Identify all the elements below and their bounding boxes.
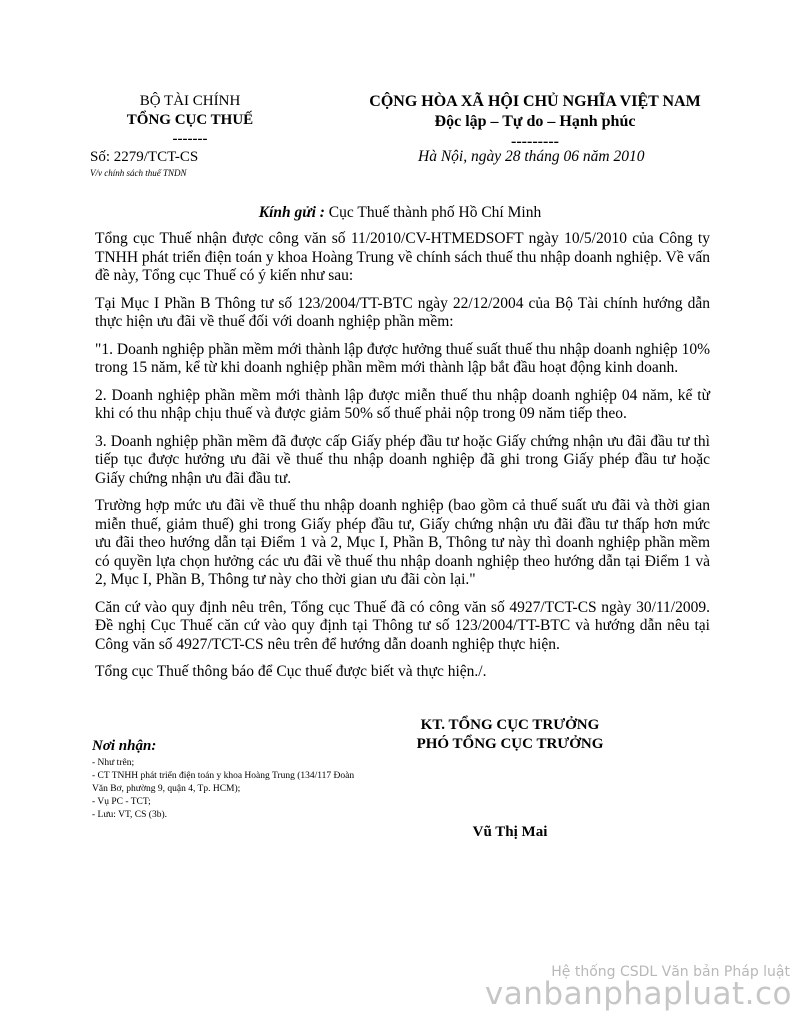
watermark-caption: Hệ thống CSDL Văn bản Pháp luật	[551, 964, 790, 980]
department-name: TỔNG CỤC THUẾ	[126, 112, 254, 128]
ministry-name: BỘ TÀI CHÍNH	[139, 93, 241, 109]
document-subject: V/v chính sách thuế TNDN	[90, 168, 187, 178]
national-motto: Độc lập – Tự do – Hạnh phúc	[434, 113, 636, 130]
left-divider: -------	[172, 131, 208, 147]
signature-line-2: PHÓ TỔNG CỤC TRƯỞNG	[416, 736, 604, 752]
recipient-line	[95, 204, 705, 222]
recipient-item: - Như trên;	[92, 758, 135, 768]
signer-name: Vũ Thị Mai	[472, 824, 548, 840]
letter-body	[95, 230, 710, 691]
watermark-site: vanbanphapluat.co	[484, 976, 792, 1012]
place-date: Hà Nội, ngày 28 tháng 06 năm 2010	[418, 148, 645, 165]
country-name: CỘNG HÒA XÃ HỘI CHỦ NGHĨA VIỆT NAM	[369, 93, 701, 110]
body-paragraph-6: Trường hợp mức ưu đãi về thuế thu nhập doanh nghiệp (bao gồm cả thuế suất ưu đãi và thời gian miễn thuế, giảm thuế) ghi trong Giấy phép đầu tư, Giấy chứng nhận ưu đãi đầu tư thấp hơn mức ưu đãi theo hướng dẫn tại Điểm 1 và 2, Mục I, Phần B, Thông tư này thì doanh nghiệp phần mềm có quyền lựa chọn hưởng các ưu đãi về thuế thu nhập doanh nghiệp theo hướng dẫn tại Điểm 1 và 2, Mục I, Phần B, Thông tư này cho thời gian ưu đãi còn lại."	[95, 497, 710, 588]
national-header	[295, 92, 775, 152]
signature-title	[395, 716, 625, 754]
body-paragraph-5: 3. Doanh nghiệp phần mềm đã được cấp Giấy phép đầu tư hoặc Giấy chứng nhận ưu đãi đầu tư thì tiếp tục được hưởng ưu đãi về thuế thu nhập doanh nghiệp đã ghi trong Giấy phép đầu tư hoặc Giấy chứng nhận ưu đãi đầu tư.	[95, 432, 710, 487]
right-divider: ---------	[511, 133, 559, 150]
body-paragraph-2: Tại Mục I Phần B Thông tư số 123/2004/TT-BTC ngày 22/12/2004 của Bộ Tài chính hướng dẫn thực hiện ưu đãi về thuế đối với doanh nghiệp phần mềm:	[95, 294, 710, 330]
body-paragraph-4: 2. Doanh nghiệp phần mềm mới thành lập được miễn thuế thu nhập doanh nghiệp 04 năm, kể từ khi có thu nhập chịu thuế và được giảm 50% số thuế phải nộp trong 09 năm tiếp theo.	[95, 386, 710, 422]
body-paragraph-3: "1. Doanh nghiệp phần mềm mới thành lập được hưởng thuế suất thuế thu nhập doanh nghiệp 10% trong 15 năm, kể từ khi doanh nghiệp phần mềm mới thành lập bắt đầu hoạt động kinh doanh.	[95, 340, 710, 376]
document-number: Số: 2279/TCT-CS	[90, 149, 199, 165]
recipients-list	[92, 757, 362, 822]
recipient-item: - Vụ PC - TCT;	[92, 797, 151, 807]
signature-line-1: KT. TỔNG CỤC TRƯỞNG	[420, 717, 600, 733]
body-paragraph-1: Tổng cục Thuế nhận được công văn số 11/2010/CV-HTMEDSOFT ngày 10/5/2010 của Công ty TNHH phát triển điện toán y khoa Hoàng Trung về chính sách thuế thu nhập doanh nghiệp. Về vấn đề này, Tổng cục Thuế có ý kiến như sau:	[95, 230, 710, 284]
body-paragraph-7: Căn cứ vào quy định nêu trên, Tổng cục Thuế đã có công văn số 4927/TCT-CS ngày 30/11/2009. Đề nghị Cục Thuế căn cứ vào quy định tại Thông tư số 123/2004/TT-BTC và hướng dẫn nêu tại Công văn số 4927/TCT-CS nêu trên để hướng dẫn doanh nghiệp thực hiện.	[95, 598, 710, 653]
recipients-title: Nơi nhận:	[92, 738, 157, 754]
recipient-item: - Lưu: VT, CS (3b).	[92, 810, 167, 820]
recipient-item: - CT TNHH phát triển điện toán y khoa Hoàng Trung (134/117 Đoàn Văn Bơ, phường 9, quận 4, Tp. HCM);	[92, 771, 355, 794]
issuer-block	[90, 92, 290, 149]
body-paragraph-8: Tổng cục Thuế thông báo để Cục thuế được biết và thực hiện./.	[95, 663, 487, 680]
recipient-name: Cục Thuế thành phố Hồ Chí Minh	[328, 204, 542, 221]
recipient-label: Kính gửi :	[258, 204, 325, 221]
